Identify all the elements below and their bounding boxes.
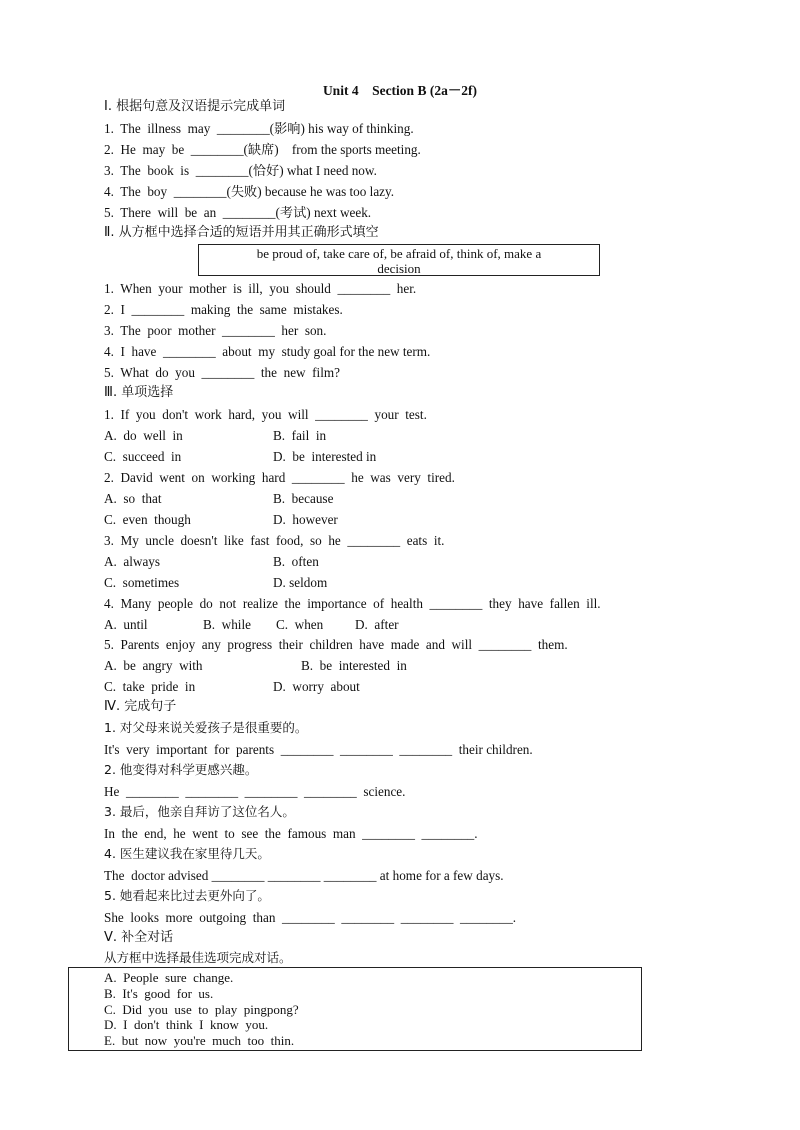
question-3: 3. My uncle doesn't like fast food, so he ________ eats it. (104, 533, 445, 548)
part1-item-5: 5. There will be an ________(考试) next week. (104, 205, 372, 220)
sentence-2-english: He ________ ________ ________ ________ science. (104, 784, 406, 799)
section-5-heading: Ⅴ. 补全对话 (104, 930, 174, 945)
question-5: 5. Parents enjoy any progress their children have made and will ________ them. (104, 637, 568, 652)
q1-option-b: B. fail in (273, 428, 327, 443)
q3-option-c: C. sometimes (104, 575, 180, 590)
q2-option-d: D. however (273, 512, 338, 527)
sentence-3-chinese: 3. 最后，他亲自拜访了这位名人。 (104, 804, 295, 819)
q1-option-a: A. do well in (104, 428, 183, 443)
sentence-4-english: The doctor advised ________ ________ ________ at home for a few days. (104, 868, 504, 883)
section-1-heading: Ⅰ. 根据句意及汉语提示完成单词 (104, 99, 286, 114)
dialogue-option-c: C. Did you use to play pingpong? (104, 1001, 299, 1017)
dialogue-options-box (68, 967, 642, 1051)
question-1: 1. If you don't work hard, you will ________ your test. (104, 407, 427, 422)
q4-option-c: C. when (276, 617, 324, 632)
part2-item-5: 5. What do you ________ the new film? (104, 365, 340, 380)
section-2-heading: Ⅱ. 从方框中选择合适的短语并用其正确形式填空 (104, 225, 379, 240)
part2-item-2: 2. I ________ making the same mistakes. (104, 302, 343, 317)
sentence-1-chinese: 1. 对父母来说关爱孩子是很重要的。 (104, 720, 308, 735)
sentence-1-english: It's very important for parents ________ ________ ________ their children. (104, 742, 533, 757)
q3-option-d: D. seldom (273, 575, 328, 590)
q4-option-d: D. after (355, 617, 399, 632)
part2-item-4: 4. I have ________ about my study goal for the new term. (104, 344, 431, 359)
q2-option-b: B. because (273, 491, 334, 506)
section-3-heading: Ⅲ. 单项选择 (104, 385, 174, 400)
dialogue-option-e: E. but now you're much too thin. (104, 1033, 295, 1049)
part1-item-3: 3. The book is ________(恰好) what I need now. (104, 163, 377, 178)
q5-option-b: B. be interested in (301, 658, 407, 673)
q5-option-c: C. take pride in (104, 679, 196, 694)
dialogue-option-b: B. It's good for us. (104, 985, 214, 1001)
question-4: 4. Many people do not realize the importance of health ________ they have fallen ill. (104, 596, 601, 611)
phrase-box (198, 244, 600, 276)
sentence-5-english: She looks more outgoing than ________ ________ ________ ________. (104, 910, 517, 925)
sentence-2-chinese: 2. 他变得对科学更感兴趣。 (104, 762, 258, 777)
dialogue-option-a: A. People sure change. (104, 970, 234, 985)
q2-option-a: A. so that (104, 491, 162, 506)
part2-item-3: 3. The poor mother ________ her son. (104, 323, 327, 338)
q5-option-d: D. worry about (273, 679, 360, 694)
section-4-heading: Ⅳ. 完成句子 (104, 699, 177, 714)
part1-item-1: 1. The illness may ________(影响) his way of thinking. (104, 121, 414, 136)
q3-option-b: B. often (273, 554, 319, 569)
q4-option-b: B. while (203, 617, 251, 632)
q4-option-a: A. until (104, 617, 148, 632)
question-2: 2. David went on working hard ________ he was very tired. (104, 470, 455, 485)
phrase-box-line-2: decision (377, 261, 421, 276)
q1-option-d: D. be interested in (273, 449, 377, 464)
q3-option-a: A. always (104, 554, 161, 569)
sentence-3-english: In the end, he went to see the famous man ________ ________. (104, 826, 478, 841)
part1-item-4: 4. The boy ________(失败) because he was too lazy. (104, 184, 395, 199)
sentence-5-chinese: 5. 她看起来比过去更外向了。 (104, 888, 270, 903)
q2-option-c: C. even though (104, 512, 191, 527)
page-title: Unit 4 Section B (2a－2f) (322, 83, 478, 98)
phrase-box-line-1: be proud of, take care of, be afraid of, think of, make a (256, 246, 542, 261)
section-5-instruction: 从方框中选择最佳选项完成对话。 (104, 950, 292, 965)
sentence-4-chinese: 4. 医生建议我在家里待几天。 (104, 846, 270, 861)
part2-item-1: 1. When your mother is ill, you should ________ her. (104, 281, 417, 296)
q5-option-a: A. be angry with (104, 658, 203, 673)
q1-option-c: C. succeed in (104, 449, 182, 464)
part1-item-2: 2. He may be ________(缺席) from the sports meeting. (104, 142, 421, 157)
dialogue-option-d: D. I don't think I know you. (104, 1017, 269, 1033)
